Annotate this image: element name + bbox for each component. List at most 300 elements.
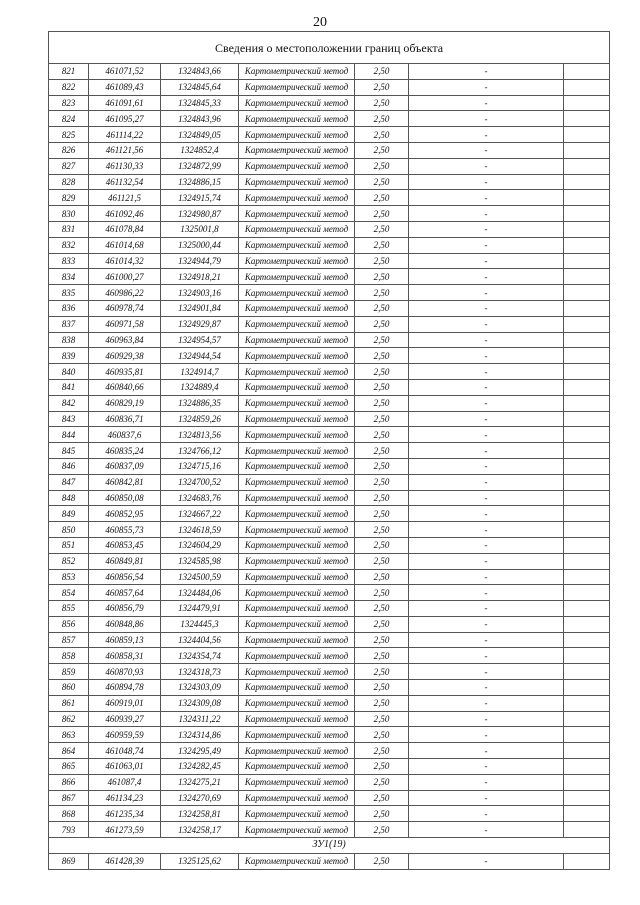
empty-cell: [564, 64, 610, 80]
table-row: [49, 316, 610, 332]
point-number-cell: 831: [49, 221, 89, 237]
empty-cell: [564, 822, 610, 838]
table-row: [49, 822, 610, 838]
method-cell: Картометрический метод: [239, 632, 355, 648]
accuracy-cell: 2,50: [355, 142, 409, 158]
point-number-cell: 852: [49, 553, 89, 569]
y-coordinate-cell: 1324318,73: [161, 664, 239, 680]
accuracy-cell: 2,50: [355, 332, 409, 348]
method-cell: Картометрический метод: [239, 206, 355, 222]
method-cell: Картометрический метод: [239, 853, 355, 869]
method-cell: Картометрический метод: [239, 680, 355, 696]
description-cell: -: [409, 790, 564, 806]
method-cell: Картометрический метод: [239, 285, 355, 301]
point-number-cell: 834: [49, 269, 89, 285]
table-row: [49, 806, 610, 822]
empty-cell: [564, 427, 610, 443]
description-cell: -: [409, 411, 564, 427]
description-cell: -: [409, 364, 564, 380]
empty-cell: [564, 127, 610, 143]
table-row: [49, 300, 610, 316]
point-number-cell: 827: [49, 158, 89, 174]
point-number-cell: 866: [49, 774, 89, 790]
table-row: [49, 237, 610, 253]
y-coordinate-cell: 1324500,59: [161, 569, 239, 585]
point-number-cell: 835: [49, 285, 89, 301]
description-cell: -: [409, 300, 564, 316]
point-number-cell: 842: [49, 395, 89, 411]
y-coordinate-cell: 1324845,33: [161, 95, 239, 111]
table-row: [49, 774, 610, 790]
y-coordinate-cell: 1324275,21: [161, 774, 239, 790]
table-row: [49, 616, 610, 632]
point-number-cell: 869: [49, 853, 89, 869]
x-coordinate-cell: 461071,52: [89, 64, 161, 80]
y-coordinate-cell: 1324700,52: [161, 474, 239, 490]
accuracy-cell: 2,50: [355, 443, 409, 459]
accuracy-cell: 2,50: [355, 648, 409, 664]
x-coordinate-cell: 460835,24: [89, 443, 161, 459]
point-number-cell: 865: [49, 759, 89, 775]
description-cell: -: [409, 458, 564, 474]
empty-cell: [564, 300, 610, 316]
point-number-cell: 839: [49, 348, 89, 364]
method-cell: Картометрический метод: [239, 332, 355, 348]
point-number-cell: 854: [49, 585, 89, 601]
description-cell: -: [409, 206, 564, 222]
point-number-cell: 824: [49, 111, 89, 127]
x-coordinate-cell: 461130,33: [89, 158, 161, 174]
table-row: [49, 759, 610, 775]
y-coordinate-cell: 1324843,66: [161, 64, 239, 80]
empty-cell: [564, 774, 610, 790]
description-cell: -: [409, 774, 564, 790]
y-coordinate-cell: 1324445,3: [161, 616, 239, 632]
point-number-cell: 793: [49, 822, 89, 838]
point-number-cell: 853: [49, 569, 89, 585]
description-cell: -: [409, 553, 564, 569]
method-cell: Картометрический метод: [239, 774, 355, 790]
y-coordinate-cell: 1324903,16: [161, 285, 239, 301]
y-coordinate-cell: 1324889,4: [161, 379, 239, 395]
table-row: [49, 648, 610, 664]
y-coordinate-cell: 1324585,98: [161, 553, 239, 569]
accuracy-cell: 2,50: [355, 127, 409, 143]
empty-cell: [564, 759, 610, 775]
description-cell: -: [409, 474, 564, 490]
description-cell: -: [409, 443, 564, 459]
accuracy-cell: 2,50: [355, 348, 409, 364]
method-cell: Картометрический метод: [239, 743, 355, 759]
title-row: [49, 32, 610, 64]
accuracy-cell: 2,50: [355, 174, 409, 190]
empty-cell: [564, 695, 610, 711]
y-coordinate-cell: 1324843,96: [161, 111, 239, 127]
description-cell: -: [409, 269, 564, 285]
accuracy-cell: 2,50: [355, 190, 409, 206]
table-row: [49, 506, 610, 522]
accuracy-cell: 2,50: [355, 822, 409, 838]
table-body: [49, 32, 610, 870]
table-row: [49, 348, 610, 364]
table-row: [49, 269, 610, 285]
method-cell: Картометрический метод: [239, 727, 355, 743]
y-coordinate-cell: 1324845,64: [161, 79, 239, 95]
accuracy-cell: 2,50: [355, 774, 409, 790]
table-row: [49, 727, 610, 743]
table-row: [49, 711, 610, 727]
accuracy-cell: 2,50: [355, 601, 409, 617]
table-row: [49, 537, 610, 553]
x-coordinate-cell: 460836,71: [89, 411, 161, 427]
table-row: [49, 364, 610, 380]
table-row: [49, 190, 610, 206]
x-coordinate-cell: 460842,81: [89, 474, 161, 490]
y-coordinate-cell: 1324886,35: [161, 395, 239, 411]
table-row: [49, 522, 610, 538]
x-coordinate-cell: 461063,01: [89, 759, 161, 775]
description-cell: -: [409, 127, 564, 143]
point-number-cell: 822: [49, 79, 89, 95]
table-row: [49, 443, 610, 459]
table-row: [49, 490, 610, 506]
y-coordinate-cell: 1324766,12: [161, 443, 239, 459]
description-cell: -: [409, 379, 564, 395]
empty-cell: [564, 253, 610, 269]
table-row: [49, 64, 610, 80]
empty-cell: [564, 616, 610, 632]
accuracy-cell: 2,50: [355, 695, 409, 711]
x-coordinate-cell: 460959,59: [89, 727, 161, 743]
point-number-cell: 855: [49, 601, 89, 617]
y-coordinate-cell: 1325000,44: [161, 237, 239, 253]
method-cell: Картометрический метод: [239, 790, 355, 806]
method-cell: Картометрический метод: [239, 537, 355, 553]
method-cell: Картометрический метод: [239, 111, 355, 127]
y-coordinate-cell: 1324954,57: [161, 332, 239, 348]
point-number-cell: 861: [49, 695, 89, 711]
table-row: [49, 95, 610, 111]
table-row: [49, 585, 610, 601]
accuracy-cell: 2,50: [355, 537, 409, 553]
table-row: [49, 743, 610, 759]
table-row: [49, 790, 610, 806]
table-row: [49, 158, 610, 174]
x-coordinate-cell: 460850,08: [89, 490, 161, 506]
x-coordinate-cell: 460856,54: [89, 569, 161, 585]
section-label: ЗУ1(19): [49, 838, 610, 854]
description-cell: -: [409, 727, 564, 743]
point-number-cell: 829: [49, 190, 89, 206]
accuracy-cell: 2,50: [355, 727, 409, 743]
x-coordinate-cell: 461235,34: [89, 806, 161, 822]
accuracy-cell: 2,50: [355, 411, 409, 427]
description-cell: -: [409, 648, 564, 664]
accuracy-cell: 2,50: [355, 300, 409, 316]
empty-cell: [564, 853, 610, 869]
method-cell: Картометрический метод: [239, 711, 355, 727]
x-coordinate-cell: 460986,22: [89, 285, 161, 301]
method-cell: Картометрический метод: [239, 427, 355, 443]
accuracy-cell: 2,50: [355, 711, 409, 727]
y-coordinate-cell: 1324901,84: [161, 300, 239, 316]
method-cell: Картометрический метод: [239, 569, 355, 585]
x-coordinate-cell: 460971,58: [89, 316, 161, 332]
point-number-cell: 838: [49, 332, 89, 348]
accuracy-cell: 2,50: [355, 474, 409, 490]
empty-cell: [564, 316, 610, 332]
description-cell: -: [409, 695, 564, 711]
description-cell: -: [409, 822, 564, 838]
point-number-cell: 851: [49, 537, 89, 553]
y-coordinate-cell: 1324980,87: [161, 206, 239, 222]
empty-cell: [564, 553, 610, 569]
description-cell: -: [409, 221, 564, 237]
table-row: [49, 395, 610, 411]
method-cell: Картометрический метод: [239, 300, 355, 316]
method-cell: Картометрический метод: [239, 316, 355, 332]
x-coordinate-cell: 460870,93: [89, 664, 161, 680]
point-number-cell: 860: [49, 680, 89, 696]
x-coordinate-cell: 460855,73: [89, 522, 161, 538]
y-coordinate-cell: 1324859,26: [161, 411, 239, 427]
x-coordinate-cell: 461121,56: [89, 142, 161, 158]
method-cell: Картометрический метод: [239, 190, 355, 206]
accuracy-cell: 2,50: [355, 806, 409, 822]
accuracy-cell: 2,50: [355, 680, 409, 696]
y-coordinate-cell: 1324604,29: [161, 537, 239, 553]
accuracy-cell: 2,50: [355, 632, 409, 648]
empty-cell: [564, 95, 610, 111]
table-row: [49, 458, 610, 474]
description-cell: -: [409, 395, 564, 411]
point-number-cell: 867: [49, 790, 89, 806]
table-row: [49, 142, 610, 158]
table-row: [49, 695, 610, 711]
method-cell: Картометрический метод: [239, 348, 355, 364]
accuracy-cell: 2,50: [355, 664, 409, 680]
point-number-cell: 841: [49, 379, 89, 395]
method-cell: Картометрический метод: [239, 490, 355, 506]
y-coordinate-cell: 1324404,56: [161, 632, 239, 648]
description-cell: -: [409, 95, 564, 111]
table-row: [49, 206, 610, 222]
description-cell: -: [409, 316, 564, 332]
description-cell: -: [409, 158, 564, 174]
table-row: [49, 474, 610, 490]
description-cell: -: [409, 111, 564, 127]
point-number-cell: 844: [49, 427, 89, 443]
method-cell: Картометрический метод: [239, 553, 355, 569]
method-cell: Картометрический метод: [239, 379, 355, 395]
method-cell: Картометрический метод: [239, 616, 355, 632]
x-coordinate-cell: 461114,22: [89, 127, 161, 143]
empty-cell: [564, 364, 610, 380]
table-row: [49, 379, 610, 395]
y-coordinate-cell: 1324270,69: [161, 790, 239, 806]
point-number-cell: 832: [49, 237, 89, 253]
y-coordinate-cell: 1324915,74: [161, 190, 239, 206]
description-cell: -: [409, 237, 564, 253]
description-cell: -: [409, 664, 564, 680]
method-cell: Картометрический метод: [239, 506, 355, 522]
method-cell: Картометрический метод: [239, 759, 355, 775]
table-row: [49, 127, 610, 143]
point-number-cell: 868: [49, 806, 89, 822]
x-coordinate-cell: 461095,27: [89, 111, 161, 127]
empty-cell: [564, 190, 610, 206]
table-row: [49, 221, 610, 237]
accuracy-cell: 2,50: [355, 253, 409, 269]
point-number-cell: 850: [49, 522, 89, 538]
description-cell: -: [409, 853, 564, 869]
x-coordinate-cell: 460849,81: [89, 553, 161, 569]
point-number-cell: 837: [49, 316, 89, 332]
accuracy-cell: 2,50: [355, 316, 409, 332]
boundary-table: [48, 31, 610, 870]
point-number-cell: 858: [49, 648, 89, 664]
accuracy-cell: 2,50: [355, 585, 409, 601]
y-coordinate-cell: 1324914,7: [161, 364, 239, 380]
x-coordinate-cell: 461134,23: [89, 790, 161, 806]
description-cell: -: [409, 285, 564, 301]
description-cell: -: [409, 569, 564, 585]
description-cell: -: [409, 332, 564, 348]
y-coordinate-cell: 1324282,45: [161, 759, 239, 775]
y-coordinate-cell: 1324295,49: [161, 743, 239, 759]
method-cell: Картометрический метод: [239, 648, 355, 664]
method-cell: Картометрический метод: [239, 522, 355, 538]
empty-cell: [564, 174, 610, 190]
accuracy-cell: 2,50: [355, 853, 409, 869]
page-number: 20: [313, 15, 327, 30]
point-number-cell: 843: [49, 411, 89, 427]
point-number-cell: 821: [49, 64, 89, 80]
empty-cell: [564, 522, 610, 538]
point-number-cell: 830: [49, 206, 89, 222]
method-cell: Картометрический метод: [239, 221, 355, 237]
table-row: [49, 253, 610, 269]
description-cell: -: [409, 616, 564, 632]
x-coordinate-cell: 460840,66: [89, 379, 161, 395]
point-number-cell: 846: [49, 458, 89, 474]
y-coordinate-cell: 1325125,62: [161, 853, 239, 869]
description-cell: -: [409, 506, 564, 522]
empty-cell: [564, 537, 610, 553]
y-coordinate-cell: 1324479,91: [161, 601, 239, 617]
table-row: [49, 601, 610, 617]
table-row: [49, 427, 610, 443]
point-number-cell: 833: [49, 253, 89, 269]
x-coordinate-cell: 461121,5: [89, 190, 161, 206]
description-cell: -: [409, 64, 564, 80]
empty-cell: [564, 743, 610, 759]
table-row: [49, 174, 610, 190]
x-coordinate-cell: 461273,59: [89, 822, 161, 838]
accuracy-cell: 2,50: [355, 616, 409, 632]
empty-cell: [564, 458, 610, 474]
description-cell: -: [409, 174, 564, 190]
table-row: [49, 111, 610, 127]
x-coordinate-cell: 461092,46: [89, 206, 161, 222]
x-coordinate-cell: 461078,84: [89, 221, 161, 237]
empty-cell: [564, 411, 610, 427]
description-cell: -: [409, 601, 564, 617]
empty-cell: [564, 506, 610, 522]
empty-cell: [564, 680, 610, 696]
description-cell: -: [409, 537, 564, 553]
x-coordinate-cell: 460919,01: [89, 695, 161, 711]
empty-cell: [564, 585, 610, 601]
y-coordinate-cell: 1324314,86: [161, 727, 239, 743]
table-row: [49, 411, 610, 427]
table-row: [49, 680, 610, 696]
table-row: [49, 569, 610, 585]
accuracy-cell: 2,50: [355, 458, 409, 474]
empty-cell: [564, 142, 610, 158]
point-number-cell: 862: [49, 711, 89, 727]
y-coordinate-cell: 1324258,17: [161, 822, 239, 838]
x-coordinate-cell: 461087,4: [89, 774, 161, 790]
description-cell: -: [409, 190, 564, 206]
point-number-cell: 826: [49, 142, 89, 158]
x-coordinate-cell: 461048,74: [89, 743, 161, 759]
table-row: [49, 664, 610, 680]
empty-cell: [564, 269, 610, 285]
method-cell: Картометрический метод: [239, 411, 355, 427]
accuracy-cell: 2,50: [355, 490, 409, 506]
y-coordinate-cell: 1324484,06: [161, 585, 239, 601]
point-number-cell: 856: [49, 616, 89, 632]
accuracy-cell: 2,50: [355, 743, 409, 759]
x-coordinate-cell: 460852,95: [89, 506, 161, 522]
empty-cell: [564, 285, 610, 301]
method-cell: Картометрический метод: [239, 395, 355, 411]
accuracy-cell: 2,50: [355, 206, 409, 222]
method-cell: Картометрический метод: [239, 364, 355, 380]
method-cell: Картометрический метод: [239, 127, 355, 143]
method-cell: Картометрический метод: [239, 458, 355, 474]
method-cell: Картометрический метод: [239, 664, 355, 680]
table-row: [49, 285, 610, 301]
x-coordinate-cell: 460859,13: [89, 632, 161, 648]
x-coordinate-cell: 461132,54: [89, 174, 161, 190]
method-cell: Картометрический метод: [239, 64, 355, 80]
point-number-cell: 849: [49, 506, 89, 522]
point-number-cell: 848: [49, 490, 89, 506]
accuracy-cell: 2,50: [355, 522, 409, 538]
x-coordinate-cell: 460856,79: [89, 601, 161, 617]
y-coordinate-cell: 1324886,15: [161, 174, 239, 190]
accuracy-cell: 2,50: [355, 285, 409, 301]
point-number-cell: 840: [49, 364, 89, 380]
empty-cell: [564, 443, 610, 459]
x-coordinate-cell: 461000,27: [89, 269, 161, 285]
accuracy-cell: 2,50: [355, 364, 409, 380]
table-row: [49, 79, 610, 95]
point-number-cell: 825: [49, 127, 89, 143]
y-coordinate-cell: 1324944,79: [161, 253, 239, 269]
section-row: [49, 838, 610, 854]
method-cell: Картометрический метод: [239, 174, 355, 190]
y-coordinate-cell: 1324813,56: [161, 427, 239, 443]
x-coordinate-cell: 460935,81: [89, 364, 161, 380]
method-cell: Картометрический метод: [239, 601, 355, 617]
point-number-cell: 857: [49, 632, 89, 648]
description-cell: -: [409, 348, 564, 364]
y-coordinate-cell: 1324354,74: [161, 648, 239, 664]
x-coordinate-cell: 460939,27: [89, 711, 161, 727]
